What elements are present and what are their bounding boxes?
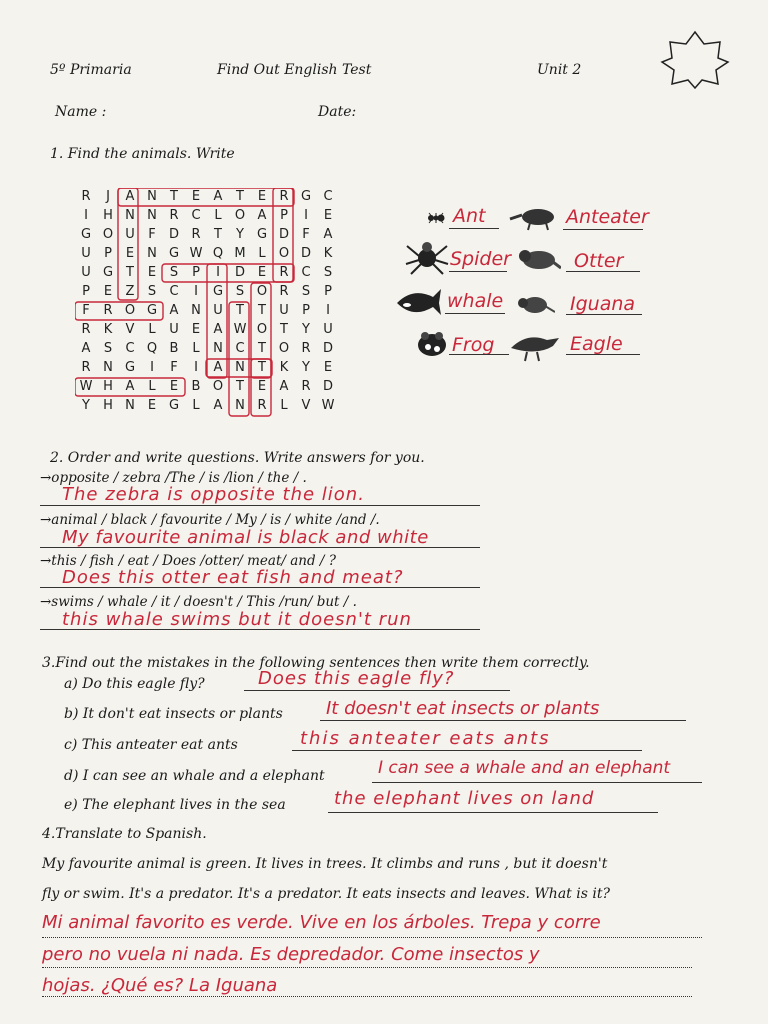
grid-letter: L bbox=[214, 208, 222, 223]
ex3-answer-a: Does this eagle fly? bbox=[258, 668, 455, 689]
grid-letter: P bbox=[82, 284, 90, 299]
grid-letter: Y bbox=[302, 322, 310, 337]
grid-letter: P bbox=[280, 208, 288, 223]
answer-whale: whale bbox=[447, 290, 504, 312]
grid-letter: N bbox=[125, 208, 135, 223]
ex3-line-c bbox=[292, 750, 642, 751]
grid-letter: K bbox=[323, 246, 333, 261]
grid-letter: L bbox=[192, 341, 200, 356]
grid-letter: O bbox=[234, 208, 246, 223]
ex2-answer-1: The zebra is opposite the lion. bbox=[62, 484, 365, 505]
grid-letter: E bbox=[257, 379, 267, 394]
grid-letter: E bbox=[323, 360, 333, 375]
grid-letter: N bbox=[147, 208, 157, 223]
iguana-icon bbox=[515, 290, 555, 320]
grid-letter: K bbox=[279, 360, 289, 375]
grid-letter: L bbox=[280, 398, 288, 413]
grid-letter: U bbox=[125, 227, 135, 242]
grid-letter: U bbox=[169, 322, 179, 337]
grid-letter: N bbox=[213, 341, 223, 356]
grid-letter: I bbox=[84, 208, 88, 223]
grid-letter: W bbox=[321, 398, 335, 413]
grid-letter: B bbox=[191, 379, 201, 394]
grid-letter: T bbox=[258, 360, 266, 375]
grid-letter: A bbox=[213, 189, 223, 204]
grid-letter: E bbox=[191, 322, 201, 337]
star-stamp-icon bbox=[660, 30, 730, 90]
grade-label: 5º Primaria bbox=[50, 62, 132, 78]
grid-letter: L bbox=[258, 246, 266, 261]
grid-letter: R bbox=[257, 398, 267, 413]
ex4-dotted-line-3 bbox=[42, 996, 692, 997]
grid-letter: R bbox=[81, 360, 91, 375]
ex3-prompt-e: e) The elephant lives in the sea bbox=[64, 797, 286, 813]
grid-letter: R bbox=[301, 379, 311, 394]
grid-letter: F bbox=[148, 227, 156, 242]
grid-letter: D bbox=[322, 379, 333, 394]
grid-letter: R bbox=[103, 303, 113, 318]
grid-letter: N bbox=[103, 360, 113, 375]
grid-letter: O bbox=[256, 284, 268, 299]
grid-letter: T bbox=[258, 341, 266, 356]
grid-letter: I bbox=[216, 265, 220, 280]
ex3-answer-b: It doesn't eat insects or plants bbox=[326, 698, 600, 719]
grid-letter: U bbox=[213, 303, 223, 318]
name-label: Name : bbox=[55, 104, 107, 120]
grid-letter: C bbox=[125, 341, 135, 356]
grid-letter: Y bbox=[236, 227, 244, 242]
ex2-prompt-4: →swims / whale / it / doesn't / This /run/ but / . bbox=[40, 594, 357, 610]
answer-anteater-line bbox=[563, 229, 643, 230]
grid-letter: U bbox=[81, 246, 91, 261]
grid-letter: D bbox=[168, 227, 179, 242]
answer-eagle-line bbox=[566, 354, 640, 355]
ex3-answer-e: the elephant lives on land bbox=[334, 788, 595, 809]
unit-label: Unit 2 bbox=[537, 62, 582, 78]
grid-letter: E bbox=[169, 379, 179, 394]
grid-letter: L bbox=[148, 379, 156, 394]
grid-letter: R bbox=[81, 189, 91, 204]
grid-letter: A bbox=[125, 189, 135, 204]
grid-letter: N bbox=[147, 246, 157, 261]
ex2-answer-3: Does this otter eat fish and meat? bbox=[62, 567, 404, 588]
grid-letter: L bbox=[148, 322, 156, 337]
grid-letter: P bbox=[104, 246, 112, 261]
anteater-icon bbox=[508, 205, 558, 231]
grid-letter: W bbox=[189, 246, 203, 261]
grid-letter: I bbox=[194, 360, 198, 375]
ex2-prompt-2: →animal / black / favourite / My / is / white /and /. bbox=[40, 512, 380, 528]
grid-letter: G bbox=[256, 227, 268, 242]
grid-letter: N bbox=[191, 303, 201, 318]
grid-letter: S bbox=[323, 265, 333, 280]
grid-letter: I bbox=[194, 284, 198, 299]
answer-otter-line bbox=[566, 271, 640, 272]
grid-letter: F bbox=[302, 227, 310, 242]
grid-letter: O bbox=[212, 379, 224, 394]
grid-letter: A bbox=[257, 208, 267, 223]
grid-letter: C bbox=[323, 189, 333, 204]
answer-otter: Otter bbox=[574, 250, 624, 272]
grid-letter: S bbox=[301, 284, 311, 299]
grid-letter: M bbox=[234, 246, 246, 261]
grid-letter: E bbox=[147, 265, 157, 280]
ex4-answer-line-2: pero no vuela ni nada. Es depredador. Come insectos y bbox=[42, 944, 540, 965]
grid-letter: Z bbox=[125, 284, 135, 299]
grid-letter: Y bbox=[82, 398, 90, 413]
grid-letter: O bbox=[102, 227, 114, 242]
ex3-line-e bbox=[328, 812, 658, 813]
grid-letter: A bbox=[125, 379, 135, 394]
grid-letter: P bbox=[324, 284, 332, 299]
grid-letter: F bbox=[170, 360, 178, 375]
grid-letter: I bbox=[304, 208, 308, 223]
grid-letter: C bbox=[169, 284, 179, 299]
grid-letter: R bbox=[191, 227, 201, 242]
ex4-text-line-1: My favourite animal is green. It lives in trees. It climbs and runs , but it doesn't bbox=[42, 856, 608, 872]
grid-letter: I bbox=[326, 303, 330, 318]
answer-ant: Ant bbox=[453, 205, 486, 227]
grid-letter: E bbox=[125, 246, 135, 261]
grid-letter: G bbox=[102, 265, 114, 280]
ex4-dotted-line-2 bbox=[42, 967, 692, 968]
ex3-prompt-a: a) Do this eagle fly? bbox=[64, 676, 205, 692]
ex2-answer-2: My favourite animal is black and white bbox=[62, 527, 429, 548]
grid-letter: W bbox=[79, 379, 93, 394]
grid-letter: T bbox=[258, 303, 266, 318]
grid-letter: F bbox=[82, 303, 90, 318]
grid-letter: D bbox=[322, 341, 333, 356]
grid-letter: G bbox=[212, 284, 224, 299]
ex4-answer-line-1: Mi animal favorito es verde. Vive en los árboles. Trepa y corre bbox=[42, 912, 601, 933]
ex3-prompt-c: c) This anteater eat ants bbox=[64, 737, 238, 753]
grid-letter: O bbox=[256, 322, 268, 337]
grid-letter: A bbox=[213, 322, 223, 337]
grid-letter: T bbox=[280, 322, 288, 337]
grid-letter: G bbox=[168, 398, 180, 413]
grid-letter: T bbox=[236, 303, 244, 318]
ex2-answer-4: this whale swims but it doesn't run bbox=[62, 609, 412, 630]
grid-letter: S bbox=[147, 284, 157, 299]
exercise-2-title: 2. Order and write questions. Write answers for you. bbox=[50, 450, 425, 466]
ex3-prompt-b: b) It don't eat insects or plants bbox=[64, 706, 283, 722]
grid-letter: I bbox=[150, 360, 154, 375]
grid-letter: T bbox=[236, 379, 244, 394]
ex2-prompt-1: →opposite / zebra /The / is /lion / the / . bbox=[40, 470, 307, 486]
grid-letter: T bbox=[126, 265, 134, 280]
grid-letter: G bbox=[124, 360, 136, 375]
grid-letter: G bbox=[300, 189, 312, 204]
word-search-grid bbox=[75, 188, 347, 418]
grid-letter: O bbox=[278, 341, 290, 356]
grid-letter: G bbox=[168, 246, 180, 261]
answer-frog-line bbox=[449, 354, 509, 355]
ex3-answer-c: this anteater eats ants bbox=[300, 728, 551, 749]
grid-letter: R bbox=[81, 322, 91, 337]
grid-letter: H bbox=[103, 398, 113, 413]
grid-letter: C bbox=[191, 208, 201, 223]
answer-spider: Spider bbox=[450, 248, 511, 270]
frog-icon bbox=[412, 325, 452, 363]
grid-letter: R bbox=[279, 284, 289, 299]
ex3-line-b bbox=[320, 720, 686, 721]
grid-letter: H bbox=[103, 379, 113, 394]
grid-letter: L bbox=[192, 398, 200, 413]
grid-letter: V bbox=[125, 322, 135, 337]
grid-letter: D bbox=[234, 265, 245, 280]
grid-letter: T bbox=[214, 227, 222, 242]
otter-icon bbox=[517, 244, 561, 274]
grid-letter: K bbox=[103, 322, 113, 337]
exercise-4-title: 4.Translate to Spanish. bbox=[42, 826, 207, 842]
grid-letter: G bbox=[80, 227, 92, 242]
grid-letter: R bbox=[279, 265, 289, 280]
grid-letter: C bbox=[235, 341, 245, 356]
grid-letter: T bbox=[236, 189, 244, 204]
grid-letter: E bbox=[257, 265, 267, 280]
grid-letter: B bbox=[169, 341, 179, 356]
grid-letter: A bbox=[213, 398, 223, 413]
grid-letter: E bbox=[323, 208, 333, 223]
answer-iguana-line bbox=[566, 314, 642, 315]
ex2-line-2 bbox=[40, 547, 480, 548]
answer-frog: Frog bbox=[452, 334, 495, 356]
grid-letter: A bbox=[81, 341, 91, 356]
eagle-icon bbox=[507, 328, 563, 362]
ex4-dotted-line-1 bbox=[42, 937, 702, 938]
grid-letter: O bbox=[278, 246, 290, 261]
answer-ant-line bbox=[449, 228, 499, 229]
grid-letter: G bbox=[146, 303, 158, 318]
grid-letter: S bbox=[103, 341, 113, 356]
grid-letter: V bbox=[301, 398, 311, 413]
grid-letter: E bbox=[147, 398, 157, 413]
ex2-line-4 bbox=[40, 629, 480, 630]
grid-letter: P bbox=[192, 265, 200, 280]
grid-letter: E bbox=[191, 189, 201, 204]
answer-iguana: Iguana bbox=[570, 293, 636, 315]
grid-letter: S bbox=[235, 284, 245, 299]
grid-letter: U bbox=[323, 322, 333, 337]
grid-letter: E bbox=[103, 284, 113, 299]
grid-letter: N bbox=[125, 398, 135, 413]
grid-letter: U bbox=[81, 265, 91, 280]
grid-letter: N bbox=[235, 398, 245, 413]
ex3-line-d bbox=[372, 782, 702, 783]
ex2-prompt-3: →this / fish / eat / Does /otter/ meat/ and / ? bbox=[40, 553, 336, 569]
grid-letter: Y bbox=[302, 360, 310, 375]
exercise-1-title: 1. Find the animals. Write bbox=[50, 146, 235, 162]
answer-eagle: Eagle bbox=[570, 333, 623, 355]
date-label: Date: bbox=[318, 104, 357, 120]
grid-letter: N bbox=[235, 360, 245, 375]
grid-letter: A bbox=[213, 360, 223, 375]
grid-letter: A bbox=[169, 303, 179, 318]
test-title: Find Out English Test bbox=[217, 62, 372, 78]
grid-letter: Q bbox=[212, 246, 224, 261]
grid-letter: D bbox=[278, 227, 289, 242]
grid-letter: H bbox=[103, 208, 113, 223]
grid-letter: A bbox=[279, 379, 289, 394]
ex2-line-1 bbox=[40, 505, 480, 506]
ex3-answer-d: I can see a whale and an elephant bbox=[378, 758, 671, 778]
answer-anteater: Anteater bbox=[566, 206, 649, 228]
grid-letter: D bbox=[300, 246, 311, 261]
grid-letter: T bbox=[170, 189, 178, 204]
ex3-line-a bbox=[244, 690, 510, 691]
ex3-prompt-d: d) I can see an whale and a elephant bbox=[64, 768, 325, 784]
exercise-3-title: 3.Find out the mistakes in the following sentences then write them correctly. bbox=[42, 655, 590, 671]
grid-letter: Q bbox=[146, 341, 158, 356]
answer-whale-line bbox=[445, 313, 505, 314]
grid-letter: O bbox=[124, 303, 136, 318]
grid-letter: R bbox=[279, 189, 289, 204]
answer-spider-line bbox=[449, 271, 507, 272]
grid-letter: W bbox=[233, 322, 247, 337]
grid-letter: R bbox=[301, 341, 311, 356]
ex4-text-line-2: fly or swim. It's a predator. It's a predator. It eats insects and leaves. What is it? bbox=[42, 886, 610, 902]
grid-letter: C bbox=[301, 265, 311, 280]
spider-icon bbox=[405, 236, 449, 276]
grid-letter: P bbox=[302, 303, 310, 318]
grid-letter: J bbox=[106, 189, 110, 204]
grid-letter: E bbox=[257, 189, 267, 204]
grid-letter: U bbox=[279, 303, 289, 318]
grid-letter: R bbox=[169, 208, 179, 223]
ant-icon bbox=[425, 207, 447, 229]
ex4-answer-line-3: hojas. ¿Qué es? La Iguana bbox=[42, 975, 278, 996]
grid-letter: S bbox=[169, 265, 179, 280]
whale-icon bbox=[393, 285, 443, 321]
grid-letter: N bbox=[147, 189, 157, 204]
grid-letter: A bbox=[323, 227, 333, 242]
ex2-line-3 bbox=[40, 587, 480, 588]
